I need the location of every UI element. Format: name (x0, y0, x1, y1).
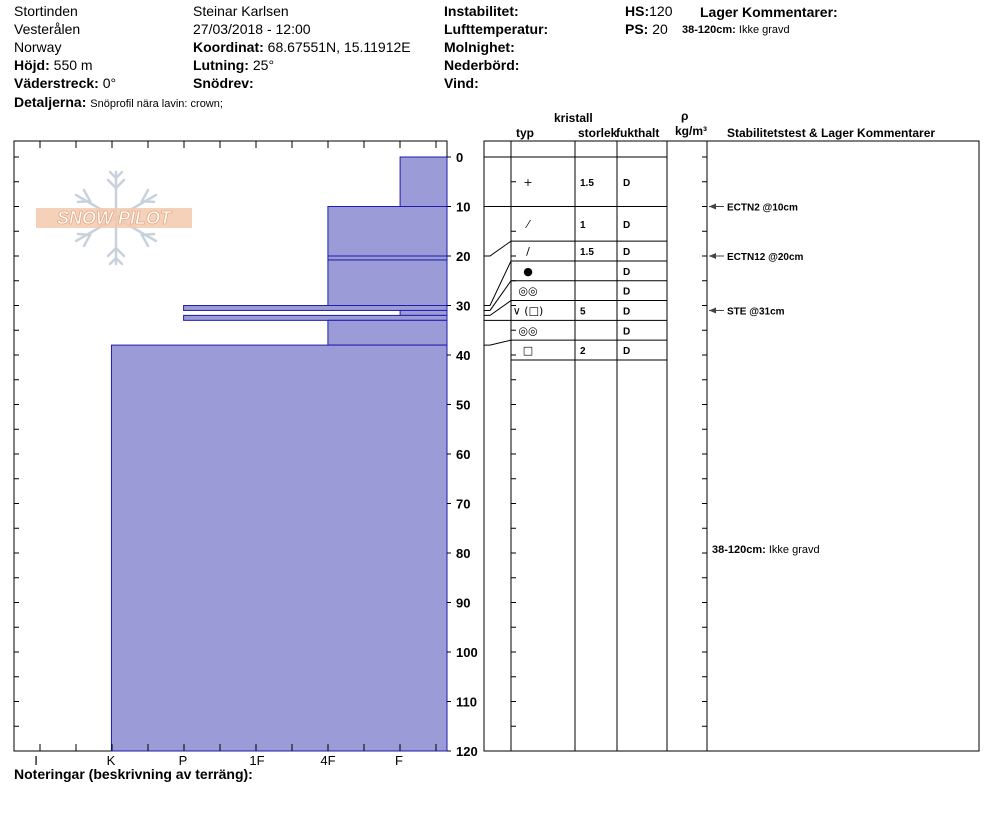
hardness-bar (328, 256, 447, 260)
details-label: Detaljerna: (14, 94, 87, 110)
layer-connector (484, 261, 511, 306)
grain-type-symbol: ◎◎ (518, 324, 538, 338)
wetness-value: D (623, 306, 631, 318)
hardness-bar (184, 306, 447, 311)
grain-type-symbol: + (523, 175, 533, 189)
depth-tick-label: 70 (456, 496, 471, 512)
depth-tick-label: 100 (456, 645, 478, 660)
col-rho: ρ (681, 109, 689, 123)
country-name: Norway (14, 39, 62, 55)
ps-label: PS: (625, 21, 649, 37)
depth-tick-label: 80 (456, 546, 471, 561)
grain-size-value: 1 (580, 219, 586, 231)
depth-tick-label: 30 (456, 298, 471, 314)
hs-label: HS: (625, 3, 650, 19)
col-storlek-text: storlek (578, 126, 617, 140)
comment-text: Ikke gravd (768, 543, 820, 556)
hardness-bar (328, 207, 447, 257)
depth-tick-label: 20 (456, 249, 471, 264)
col-density-unit: kg/m³ (675, 124, 708, 138)
hardness-tick-label: 4F (320, 753, 336, 768)
wetness-value: D (623, 219, 631, 231)
layer-comment-entry (712, 544, 820, 556)
aspect-label: Väderstreck: (14, 75, 99, 91)
hardness-bar (328, 260, 447, 306)
layer-comment-range: 38-120cm: (682, 24, 736, 36)
hardness-bar (328, 320, 447, 345)
wetness-value: D (623, 346, 631, 358)
hardness-tick-label: 1F (249, 753, 265, 768)
depth-tick-label: 90 (456, 595, 471, 611)
layer-connector (484, 340, 511, 345)
wetness-value: D (623, 266, 631, 278)
grain-type-symbol: ● (523, 264, 533, 278)
slope-label: Lutning: (193, 57, 249, 73)
hardness-bar (111, 345, 447, 751)
depth-tick-label: 110 (456, 694, 477, 710)
grain-type-symbol: / (526, 245, 530, 259)
stability-arrow-icon (709, 204, 716, 210)
depth-tick-label: 120 (456, 744, 478, 759)
col-stability: Stabilitetstest & Lager Kommentarer (727, 126, 936, 140)
wetness-value: D (623, 286, 631, 298)
hardness-bar (184, 315, 447, 320)
comment-range: 38-120cm: (712, 543, 769, 556)
layer-comment-text: Ikke gravd (738, 24, 790, 36)
grain-size-value: 2 (580, 346, 586, 358)
elevation-label: Höjd: (14, 57, 50, 73)
layer-connector (484, 301, 511, 316)
wetness-value: D (623, 177, 631, 189)
observation-datetime: 27/03/2018 - 12:00 (193, 21, 311, 37)
layer-table-frame (484, 141, 979, 751)
hs-value: 120 (649, 3, 673, 19)
stability-arrow-icon (709, 253, 716, 259)
logo-text: SNOW PILOT (57, 208, 171, 228)
layer-connector (484, 241, 511, 256)
grain-size-value: 1.5 (580, 247, 594, 259)
snowdrift-label: Snödrev: (193, 75, 254, 91)
precip-label: Nederbörd: (444, 57, 520, 73)
hardness-bar (400, 310, 447, 315)
grain-size-value: 1.5 (580, 177, 594, 189)
hardness-bar (400, 157, 447, 207)
ps-value: 20 (652, 21, 668, 37)
coord-value: 68.67551N, 15.11912E (267, 39, 411, 55)
airtemp-label: Lufttemperatur: (444, 21, 549, 37)
region-name: Vesterålen (14, 21, 81, 37)
grain-type-symbol: ◎◎ (518, 284, 538, 298)
wind-label: Vind: (444, 75, 479, 91)
grain-size-value: 5 (580, 306, 586, 318)
stability-test-label: STE @31cm (727, 306, 785, 318)
grain-type-symbol: ⁄ (527, 217, 529, 231)
details-value: Snöprofil nära lavin: crown; (90, 98, 223, 110)
col-typ: typ (516, 126, 534, 140)
stability-test-label: ECTN12 @20cm (727, 252, 804, 263)
elevation-value: 550 m (53, 57, 93, 73)
wetness-value: D (623, 326, 631, 338)
depth-tick-label: 10 (456, 199, 471, 215)
hardness-tick-label: F (395, 753, 403, 768)
col-kristall: kristall (554, 111, 593, 125)
coord-label: Koordinat: (193, 39, 264, 55)
layer-comments-label: Lager Kommentarer: (700, 4, 838, 20)
depth-tick-label: 60 (456, 447, 471, 462)
notes-label: Noteringar (beskrivning av terräng): (14, 766, 253, 782)
hardness-tick-label: I (34, 753, 38, 768)
aspect-value: 0° (102, 75, 117, 91)
slope-value: 25° (252, 57, 275, 73)
depth-tick-label: 40 (456, 348, 471, 363)
observer-name: Steinar Karlsen (193, 3, 289, 19)
depth-tick-label: 50 (456, 397, 471, 413)
instability-label: Instabilitet: (444, 3, 519, 19)
wetness-value: D (623, 247, 631, 259)
stability-arrow-icon (709, 307, 716, 313)
hardness-tick-label: K (106, 753, 116, 768)
col-fukthalt: fukthalt (616, 126, 660, 140)
depth-tick-label: 0 (456, 150, 464, 165)
stability-test-label: ECTN2 @10cm (727, 202, 798, 214)
location-name: Stortinden (14, 3, 78, 19)
cloud-label: Molnighet: (444, 39, 515, 55)
grain-type-symbol: ∨ (□) (512, 304, 544, 318)
grain-type-symbol: □ (522, 344, 534, 358)
hardness-tick-label: P (178, 753, 188, 768)
